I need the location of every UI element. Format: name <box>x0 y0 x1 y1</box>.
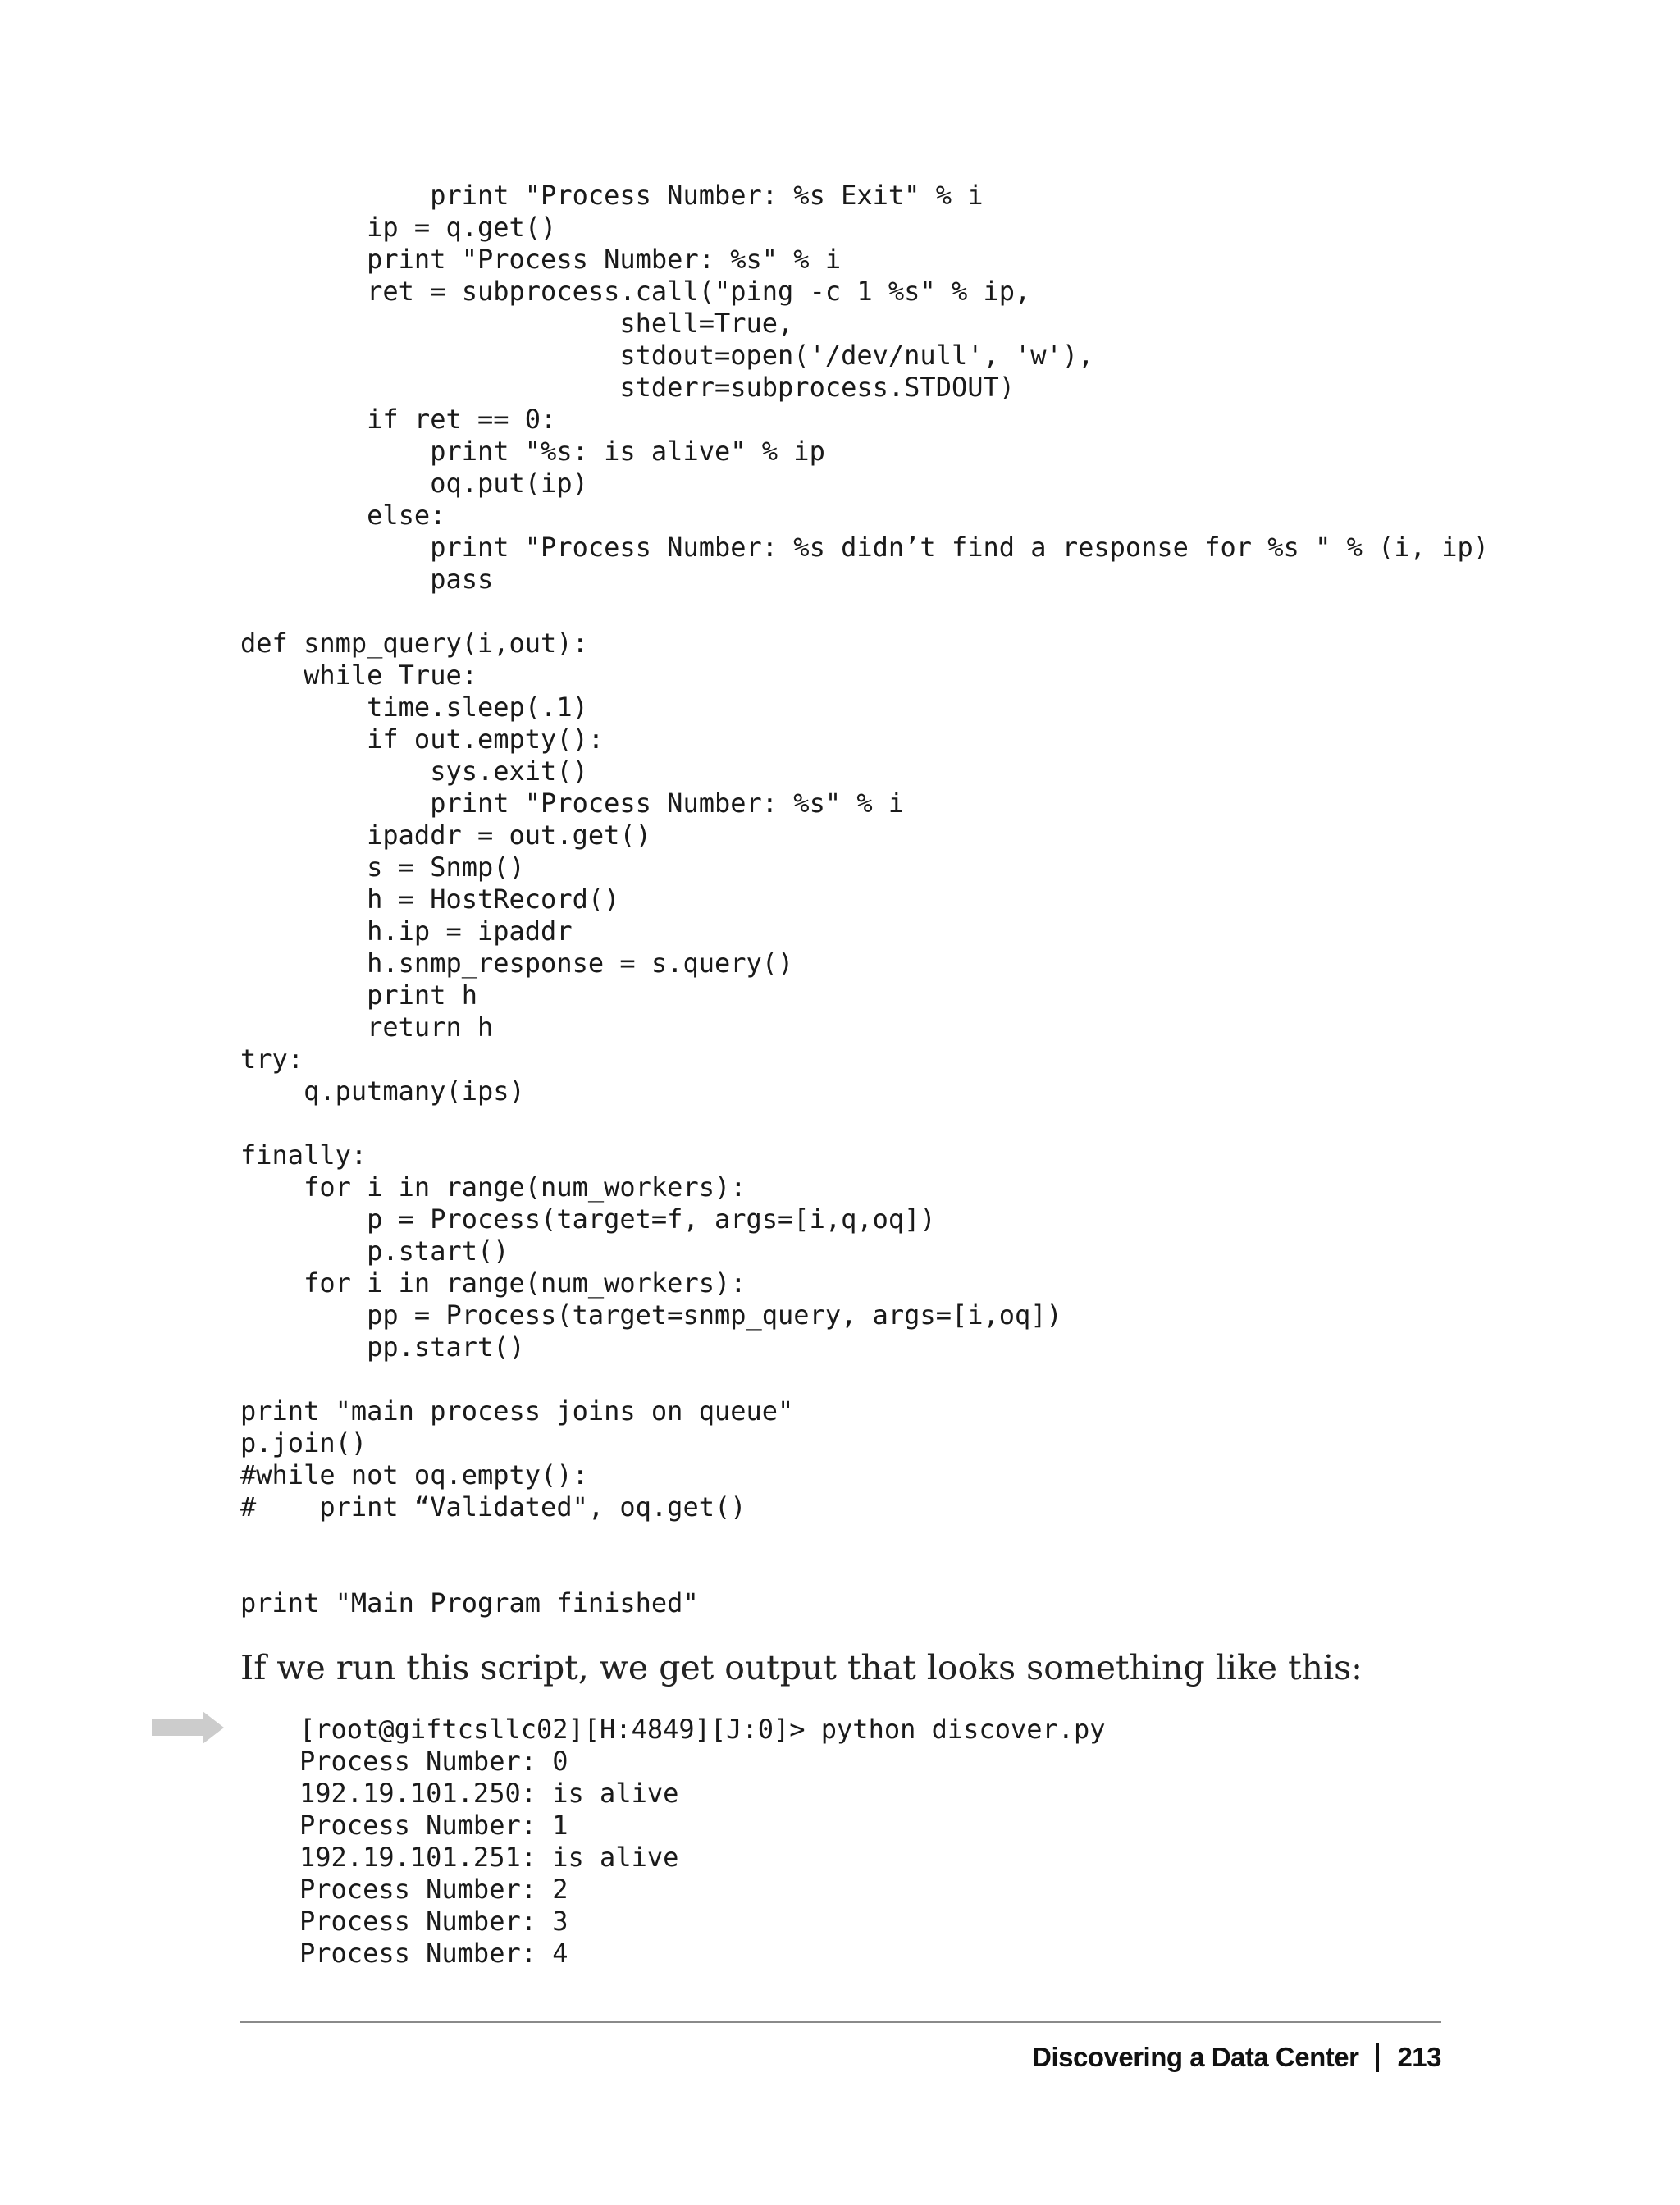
code-line: print h <box>240 979 477 1011</box>
code-line: stderr=subprocess.STDOUT) <box>240 372 1016 403</box>
code-line: print "Process Number: %s" % i <box>240 244 842 275</box>
code-line: h = HostRecord() <box>240 883 620 915</box>
code-line: print "Process Number: %s didn’t find a response for %s " % (i, ip) <box>240 532 1489 563</box>
output-line: Process Number: 2 <box>299 1874 568 1905</box>
code-line: print "Process Number: %s Exit" % i <box>240 180 984 211</box>
footer-chapter-title: Discovering a Data Center <box>1032 2042 1359 2072</box>
code-line: ipaddr = out.get() <box>240 819 651 851</box>
code-line: # print “Validated", oq.get() <box>240 1491 746 1522</box>
code-line: def snmp_query(i,out): <box>240 628 588 659</box>
code-line: stdout=open('/dev/null', 'w'), <box>240 340 1094 371</box>
code-line: if out.empty(): <box>240 724 605 755</box>
page-footer <box>1032 2033 1441 2082</box>
code-line: finally: <box>240 1139 368 1171</box>
footer-separator <box>1376 2043 1379 2072</box>
output-line: 192.19.101.251: is alive <box>299 1842 679 1873</box>
code-line: pp = Process(target=snmp_query, args=[i,oq]) <box>240 1299 1062 1331</box>
code-line: if ret == 0: <box>240 404 557 435</box>
code-line: p.start() <box>240 1235 509 1267</box>
code-line: q.putmany(ips) <box>240 1075 525 1107</box>
page-number: 213 <box>1397 2042 1441 2072</box>
output-listing <box>299 1714 1106 1970</box>
code-line: ret = subprocess.call("ping -c 1 %s" % ip, <box>240 276 1031 307</box>
code-line: pp.start() <box>240 1331 525 1363</box>
code-line: p.join() <box>240 1427 368 1459</box>
code-line: shell=True, <box>240 308 794 339</box>
code-line: print "main process joins on queue" <box>240 1395 794 1427</box>
code-line: s = Snmp() <box>240 851 525 883</box>
code-line: print "Process Number: %s" % i <box>240 788 905 819</box>
output-line: Process Number: 0 <box>299 1746 568 1777</box>
code-line: sys.exit() <box>240 756 588 787</box>
code-listing <box>240 180 1489 1619</box>
code-line: for i in range(num_workers): <box>240 1267 746 1299</box>
code-line: pass <box>240 564 494 595</box>
code-line: try: <box>240 1043 304 1075</box>
code-line: time.sleep(.1) <box>240 692 588 723</box>
output-line: Process Number: 3 <box>299 1906 568 1937</box>
code-line: while True: <box>240 660 477 691</box>
code-line: for i in range(num_workers): <box>240 1171 746 1203</box>
output-line: Process Number: 1 <box>299 1810 568 1841</box>
code-line: #while not oq.empty(): <box>240 1459 588 1491</box>
code-line: p = Process(target=f, args=[i,q,oq]) <box>240 1203 936 1235</box>
code-line: else: <box>240 500 446 531</box>
output-line: Process Number: 4 <box>299 1938 568 1969</box>
code-line: return h <box>240 1011 494 1043</box>
body-paragraph: If we run this script, we get output that looks something like this: <box>240 1648 1363 1687</box>
code-line: h.ip = ipaddr <box>240 915 573 947</box>
footer-rule <box>240 2021 1441 2023</box>
code-line: h.snmp_response = s.query() <box>240 947 794 979</box>
right-arrow-icon <box>152 1711 224 1744</box>
code-line: oq.put(ip) <box>240 468 588 499</box>
output-line: 192.19.101.250: is alive <box>299 1778 679 1809</box>
code-line: print "Main Program finished" <box>240 1587 699 1618</box>
output-line: [root@giftcsllc02][H:4849][J:0]> python discover.py <box>299 1714 1106 1745</box>
code-line: ip = q.get() <box>240 212 557 243</box>
code-line: print "%s: is alive" % ip <box>240 436 825 467</box>
